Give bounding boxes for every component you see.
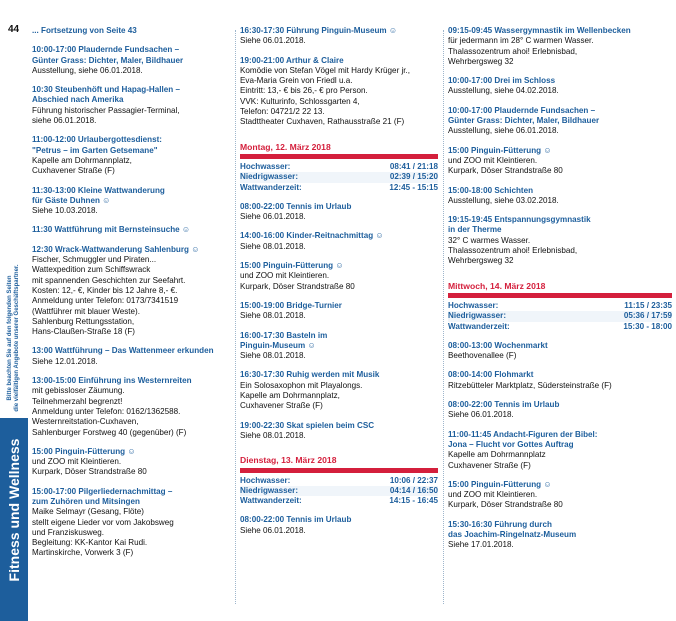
day-section xyxy=(240,142,438,193)
tide-label: Hochwasser: xyxy=(448,300,499,310)
event-entry xyxy=(240,261,438,292)
tide-label: Niedrigwasser: xyxy=(448,311,507,321)
event-title: 10:30 Steubenhöft und Hapag-Hallen – Abschied nach Amerika xyxy=(32,85,180,105)
tide-value: 10:06 / 22:37 xyxy=(389,475,438,485)
side-note-line: die vielfältigen Angebote unserer Geschäftspartner. xyxy=(14,264,20,412)
event-entry xyxy=(448,341,672,362)
event-title: 13:00-15:00 Einführung ins Westernreiten xyxy=(32,376,192,386)
day-header: Montag, 12. März 2018 xyxy=(240,142,438,159)
event-details: Siehe 06.01.2018. xyxy=(448,410,514,420)
event-details: Siehe 06.01.2018. xyxy=(240,212,306,222)
event-title: 16:00-17:30 Basteln im Pinguin-Museum ☺ xyxy=(240,330,328,350)
tide-row xyxy=(448,322,672,332)
event-entry xyxy=(240,202,438,223)
event-details: Siehe 12.01.2018. xyxy=(32,356,98,366)
event-details: Ausstellung, siehe 04.02.2018. xyxy=(448,86,559,96)
tide-row xyxy=(240,486,438,496)
event-details: Kapelle am Dohrmannplatz Cuxhavener Straße (F) xyxy=(448,450,546,470)
event-title: 15:00 Pinguin-Fütterung ☺ xyxy=(448,145,552,155)
event-entry xyxy=(32,447,230,478)
day-header: Mittwoch, 14. März 2018 xyxy=(448,281,672,298)
event-title: 15:00-17:00 Pilgerliedernachmittag – zum Zuhören und Mitsingen xyxy=(32,486,173,506)
event-details: und ZOO mit Kleintieren. Kurpark, Döser Strandstraße 80 xyxy=(240,271,355,291)
event-details: Ritzebütteler Marktplatz, Südersteinstraße (F) xyxy=(448,380,612,390)
event-title: 09:15-09:45 Wassergymnastik im Wellenbecken xyxy=(448,26,631,35)
event-title: 13:00 Wattführung – Das Wattenmeer erkunden xyxy=(32,346,214,356)
event-entry xyxy=(240,56,438,128)
event-details: Führung historischer Passagier-Terminal, siehe 06.01.2018. xyxy=(32,105,180,126)
event-entry xyxy=(448,146,672,177)
event-entry xyxy=(32,85,230,126)
event-details: Ausstellung, siehe 06.01.2018. xyxy=(32,65,143,75)
event-title: 11:30 Wattführung mit Bernsteinsuche ☺ xyxy=(32,225,191,235)
event-entry xyxy=(448,215,672,266)
tide-row xyxy=(240,476,438,486)
day-header: Dienstag, 13. März 2018 xyxy=(240,455,438,472)
event-title: 10:00-17:00 Plaudernde Fundsachen – Günter Grass: Dichter, Maler, Bildhauer xyxy=(32,45,184,65)
tide-label: Wattwanderzeit: xyxy=(240,182,302,192)
event-title: 16:30-17:30 Ruhig werden mit Musik xyxy=(240,370,380,380)
column-divider xyxy=(443,30,444,604)
event-title: 08:00-22:00 Tennis im Urlaub xyxy=(448,400,560,410)
event-title: 15:00 Pinguin-Fütterung ☺ xyxy=(448,479,552,489)
tide-row xyxy=(240,496,438,506)
event-title: 08:00-22:00 Tennis im Urlaub xyxy=(240,515,352,525)
event-details: Siehe 10.03.2018. xyxy=(32,206,98,216)
event-title: 12:30 Wrack-Wattwanderung Sahlenburg ☺ xyxy=(32,244,200,254)
event-details: Ausstellung, siehe 06.01.2018. xyxy=(448,126,559,136)
tide-value: 08:41 / 21:18 xyxy=(389,161,438,171)
event-entry xyxy=(32,346,230,367)
event-title: 10:00-17:00 Drei im Schloss xyxy=(448,76,556,86)
event-details: Siehe 08.01.2018. xyxy=(240,241,306,251)
event-title: 11:00-12:00 Urlaubergottesdienst: "Petrus – im Garten Getsemane" xyxy=(32,135,162,155)
tide-label: Wattwanderzeit: xyxy=(448,321,510,331)
tide-value: 14:15 - 16:45 xyxy=(389,496,438,506)
tide-label: Hochwasser: xyxy=(240,161,291,171)
event-title: 08:00-22:00 Tennis im Urlaub xyxy=(240,201,352,211)
tide-row xyxy=(240,172,438,182)
tide-value: 11:15 / 23:35 xyxy=(624,300,672,310)
event-entry xyxy=(240,370,438,411)
side-tab-label: Fitness und Wellness xyxy=(6,438,22,582)
event-entry xyxy=(240,231,438,252)
event-title: 15:00 Pinguin-Fütterung ☺ xyxy=(32,446,136,456)
event-details: und ZOO mit Kleintieren. Kurpark, Döser Strandstraße 80 xyxy=(448,155,563,176)
tide-row xyxy=(448,311,672,321)
event-details: Siehe 08.01.2018. xyxy=(240,351,306,361)
event-title: 14:00-16:00 Kinder-Reitnachmittag ☺ xyxy=(240,231,384,241)
event-entry xyxy=(32,26,230,36)
tide-label: Wattwanderzeit: xyxy=(240,496,302,506)
tide-value: 04:14 / 16:50 xyxy=(389,485,438,495)
event-entry xyxy=(32,186,230,217)
event-title: 19:15-19:45 Entspannungsgymnastik in der Therme xyxy=(448,215,591,235)
tide-value: 15:30 - 18:00 xyxy=(623,321,672,331)
event-title: 08:00-14:00 Flohmarkt xyxy=(448,370,534,380)
tide-row xyxy=(448,301,672,311)
day-section xyxy=(240,455,438,506)
side-note xyxy=(7,264,21,411)
event-column-3 xyxy=(448,26,672,560)
event-entry xyxy=(240,515,438,536)
event-entry xyxy=(448,430,672,471)
event-details: Kapelle am Dohrmannplatz, Cuxhavener Straße (F) xyxy=(32,155,132,176)
event-entry xyxy=(32,135,230,176)
event-title: 11:30-13:00 Kleine Wattwanderung für Gäste Duhnen ☺ xyxy=(32,185,165,205)
event-entry xyxy=(448,520,672,551)
event-title: 19:00-22:30 Skat spielen beim CSC xyxy=(240,420,375,430)
event-details: mit gebissloser Zäumung. Teilnehmerzahl begrenzt! Anmeldung unter Telefon: 0162/1362588. Westernreitstation-Cuxhaven, Sahlenburger Forstweg 40 (gegenüber) (F) xyxy=(32,386,187,437)
day-section xyxy=(448,281,672,332)
column-divider xyxy=(235,30,236,604)
event-title: 10:00-17:00 Plaudernde Fundsachen – Günter Grass: Dichter, Maler, Bildhauer xyxy=(448,105,600,126)
event-title: ... Fortsetzung von Seite 43 xyxy=(32,26,137,35)
event-entry xyxy=(448,480,672,511)
event-details: Siehe 08.01.2018. xyxy=(240,430,306,440)
event-details: 32° C warmes Wasser. Thalassozentrum ahoi! Erlebnisbad, Wehrbergsweg 32 xyxy=(448,235,578,266)
event-column-2 xyxy=(240,26,438,545)
event-entry xyxy=(448,76,672,97)
event-entry xyxy=(448,106,672,137)
event-entry xyxy=(448,400,672,421)
event-entry xyxy=(240,26,438,47)
event-title: 15:00-19:00 Bridge-Turnier xyxy=(240,300,342,310)
event-details: Komödie von Stefan Vögel mit Hardy Krüger jr., Eva-Maria Grein von Friedl u.a. Eintritt: 13,- € bis 26,- € pro Person. VVK: Kulturinfo, Schlossgarten 4, Telefon: 04721/2 22 13. Stadttheater Cuxhaven, Rathausstraße 21 (F) xyxy=(240,65,411,127)
tide-value: 02:39 / 15:20 xyxy=(389,172,438,182)
event-entry xyxy=(32,45,230,76)
tide-label: Hochwasser: xyxy=(240,475,291,485)
event-title: 19:00-21:00 Arthur & Claire xyxy=(240,55,344,65)
tide-label: Niedrigwasser: xyxy=(240,485,299,495)
event-entry xyxy=(32,487,230,559)
event-entry xyxy=(240,301,438,322)
event-title: 11:00-11:45 Andacht-Figuren der Bibel: Jona – Flucht vor Gottes Auftrag xyxy=(448,429,598,449)
event-details: und ZOO mit Kleintieren. Kurpark, Döser Strandstraße 80 xyxy=(448,490,563,510)
page-number: 44 xyxy=(8,24,20,35)
event-entry xyxy=(448,186,672,207)
event-details: Siehe 06.01.2018. xyxy=(240,525,306,535)
event-entry xyxy=(32,376,230,438)
tide-row xyxy=(240,183,438,193)
event-entry xyxy=(32,225,230,235)
event-entry xyxy=(240,331,438,362)
event-details: Ausstellung, siehe 03.02.2018. xyxy=(448,195,559,205)
tide-value: 12:45 - 15:15 xyxy=(389,182,438,192)
event-details: Ein Solosaxophon mit Playalongs. Kapelle am Dohrmannplatz, Cuxhavener Straße (F) xyxy=(240,380,363,411)
event-details: Siehe 17.01.2018. xyxy=(448,540,514,550)
event-details: und ZOO mit Kleintieren. Kurpark, Döser Strandstraße 80 xyxy=(32,457,147,477)
event-title: 15:00-18:00 Schichten xyxy=(448,185,534,195)
tide-row xyxy=(240,162,438,172)
event-details: Fischer, Schmuggler und Piraten... Wattexpedition zum Schiffswrack mit spannenden Geschichten zur Seefahrt. Kosten: 12,- €, Kinder bis 12 Jahre 8,- €. Anmeldung unter Telefon: 0173/7341519 (Wattführer mit blauer Weste). Sahlenburg Rettungsstation, Hans-Claußen-Straße 18 (F) xyxy=(32,255,186,337)
tide-value: 05:36 / 17:59 xyxy=(623,311,672,321)
tide-label: Niedrigwasser: xyxy=(240,172,299,182)
event-entry xyxy=(448,370,672,391)
side-note-line: Bitte beachten Sie auf den folgenden Seiten xyxy=(7,275,13,401)
event-details: Siehe 08.01.2018. xyxy=(240,311,306,321)
event-title: 16:30-17:30 Führung Pinguin-Museum ☺ xyxy=(240,26,398,35)
event-entry xyxy=(448,26,672,67)
event-details: Maike Selmayr (Gesang, Flöte) stellt eigene Lieder vor vom Jakobsweg und Franziskusweg. Begleitung: KK-Kantor Kai Rudi. Martinskirche, Vorwerk 3 (F) xyxy=(32,507,174,558)
event-column-1 xyxy=(32,26,230,568)
event-details: für jedermann im 28° C warmen Wasser. Thalassozentrum ahoi! Erlebnisbad, Wehrbergsweg 32 xyxy=(448,36,594,66)
event-details: Siehe 06.01.2018. xyxy=(240,36,306,46)
event-title: 15:00 Pinguin-Fütterung ☺ xyxy=(240,261,344,271)
event-title: 15:30-16:30 Führung durch das Joachim-Ringelnatz-Museum xyxy=(448,519,577,539)
event-entry xyxy=(32,245,230,338)
event-details: Beethovenallee (F) xyxy=(448,351,517,361)
event-entry xyxy=(240,421,438,442)
event-title: 08:00-13:00 Wochenmarkt xyxy=(448,340,548,350)
